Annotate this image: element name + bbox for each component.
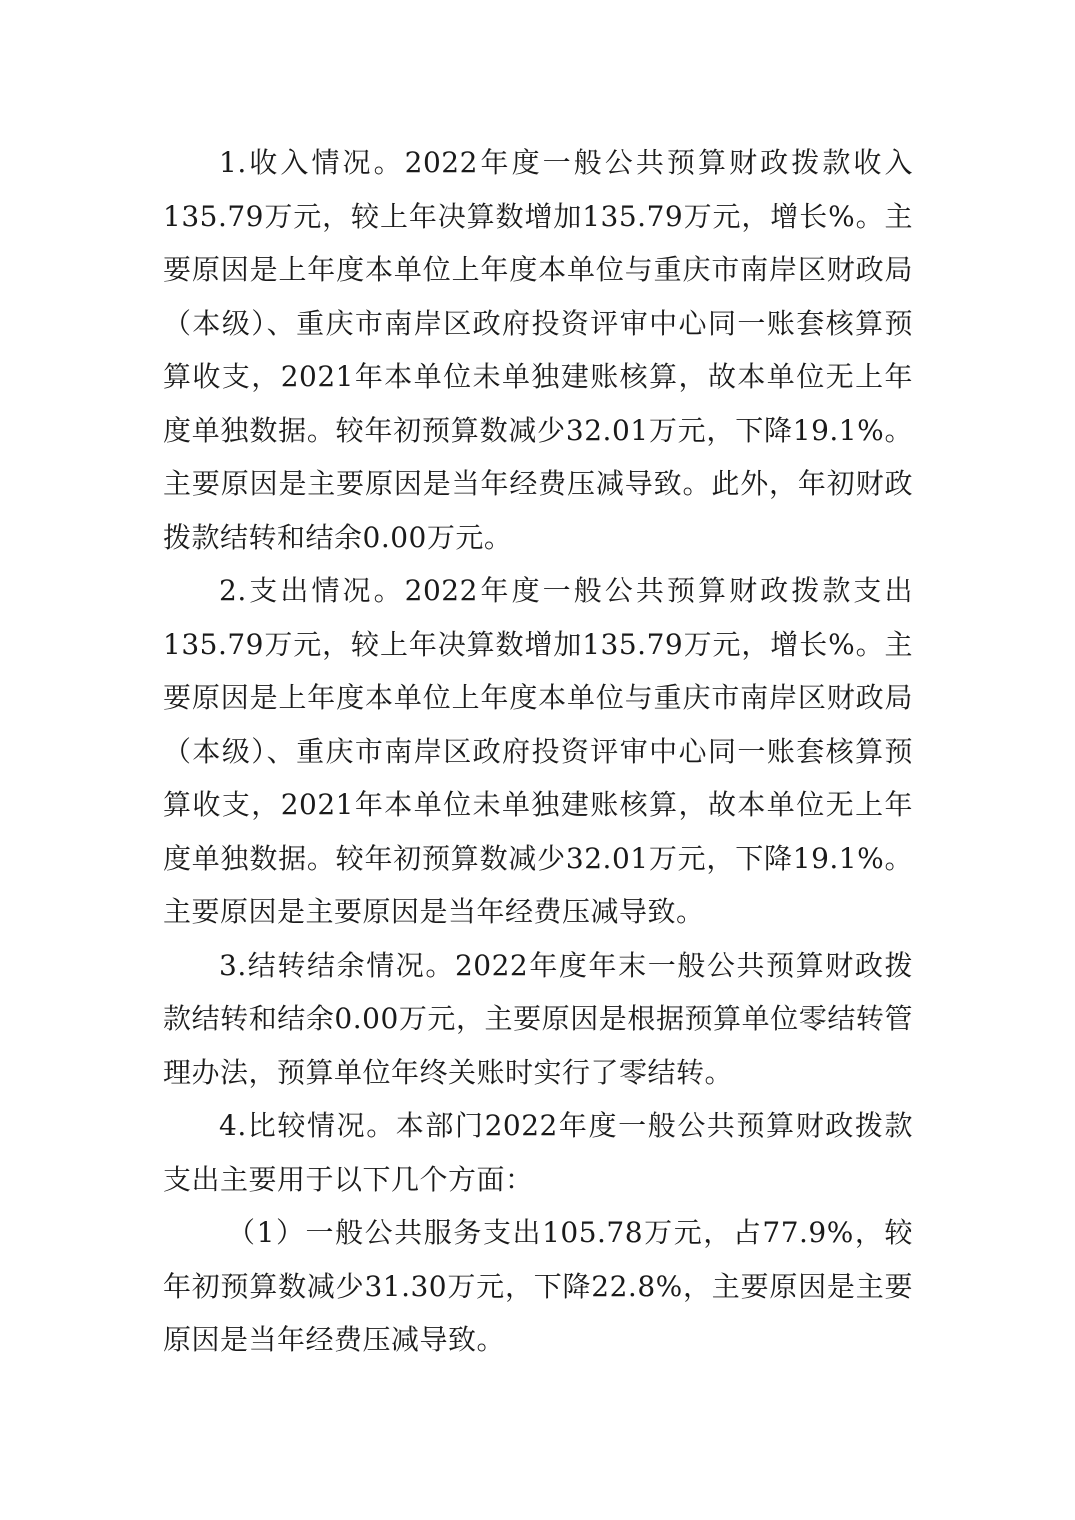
- document-body: [163, 136, 913, 1367]
- paragraph-carryover: 3.结转结余情况。2022年度年末一般公共预算财政拨款结转和结余0.00万元，主要原因是根据预算单位零结转管理办法，预算单位年终关账时实行了零结转。: [163, 948, 913, 1089]
- paragraph-general-services: （1）一般公共服务支出105.78万元，占77.9%，较年初预算数减少31.30万元，下降22.8%，主要原因是主要原因是当年经费压减导致。: [163, 1216, 913, 1356]
- paragraph-comparison: 4.比较情况。本部门2022年度一般公共预算财政拨款支出主要用于以下几个方面：: [163, 1109, 913, 1196]
- paragraph-expenditure: 2.支出情况。2022年度一般公共预算财政拨款支出135.79万元，较上年决算数增加135.79万元，增长%。主要原因是上年度本单位上年度本单位与重庆市南岸区财政局（本级）、重庆市南岸区政府投资评审中心同一账套核算预算收支，2021年本单位未单独建账核算，故本单位无上年度单独数据。较年初预算数减少32.01万元，下降19.1%。主要原因是主要原因是当年经费压减导致。: [163, 574, 913, 928]
- paragraph-income: 1.收入情况。2022年度一般公共预算财政拨款收入135.79万元，较上年决算数增加135.79万元，增长%。主要原因是上年度本单位上年度本单位与重庆市南岸区财政局（本级）、重庆市南岸区政府投资评审中心同一账套核算预算收支，2021年本单位未单独建账核算，故本单位无上年度单独数据。较年初预算数减少32.01万元，下降19.1%。主要原因是主要原因是当年经费压减导致。此外，年初财政拨款结转和结余0.00万元。: [163, 146, 913, 554]
